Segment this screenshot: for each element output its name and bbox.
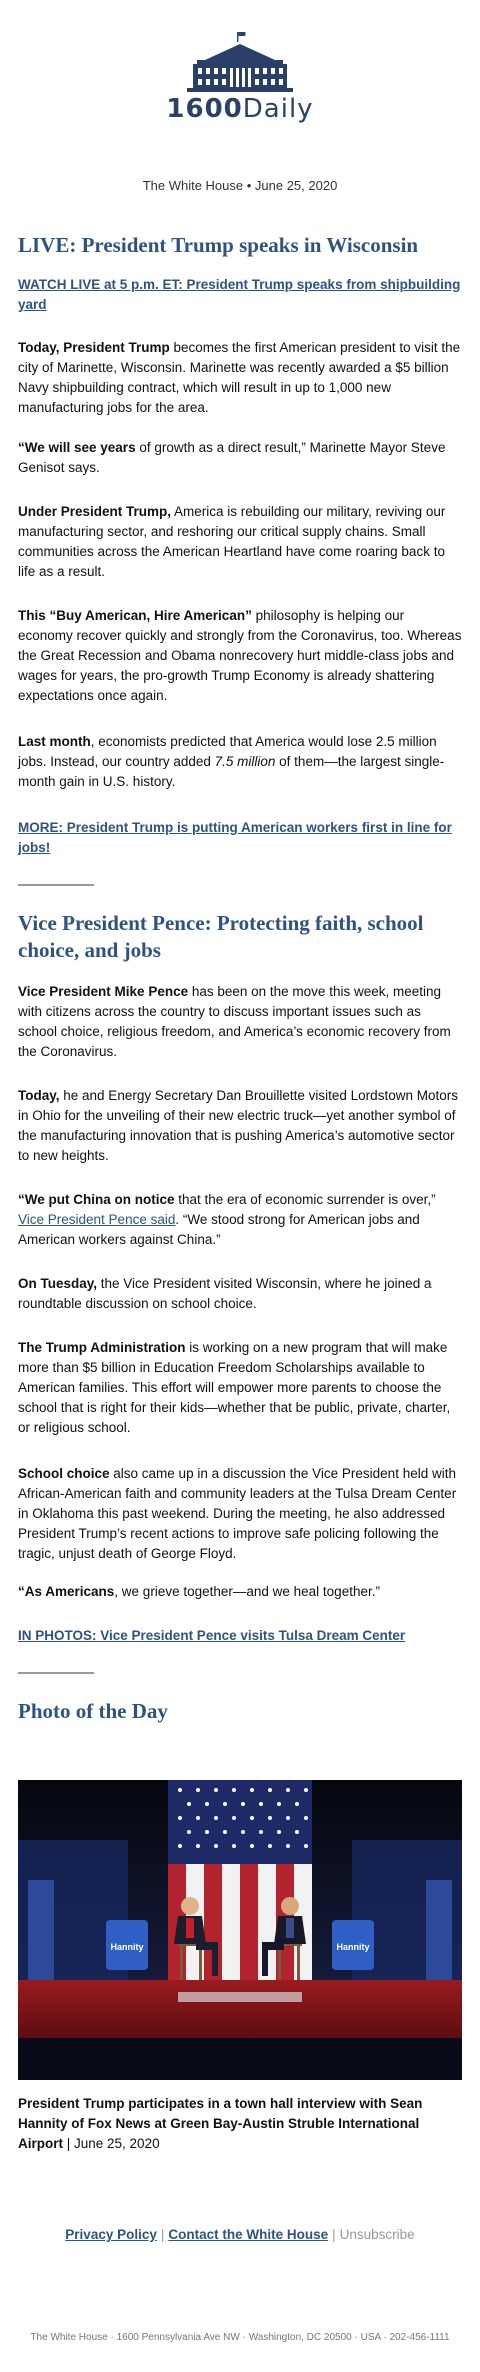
paragraph-lead: School choice [18,1466,110,1481]
paragraph-text: philosophy is helping our economy recover quickly and strongly from the Coronavirus, too. Whereas the Great Recession and Obama nonrecovery hurt middle-class jobs and wages for years, the pro-growth Trump Economy is already shattering expectations once again. [18,608,462,703]
footer-address: The White House · 1600 Pennsylvania Ave NW · Washington, DC 20500 · USA · 202-456-1111 [30,2332,450,2343]
pence-said-link[interactable]: Vice President Pence said [18,1212,176,1227]
photo-of-the-day [18,1780,462,2080]
unsubscribe-link[interactable]: Unsubscribe [339,2227,415,2242]
section-title-pence: Vice President Pence: Protecting faith, school choice, and jobs [18,911,424,962]
paragraph-text: America is rebuilding our military, reviving our manufacturing sector, and reshoring our critical supply chains. Small communities across the American Heartland have come roaring back to life as a result. [18,504,446,579]
section-title-photo: Photo of the Day [18,1699,168,1723]
caption-lead: President Trump participates in a town hall interview with Sean Hannity of Fox News at Green Bay-Austin Struble International Airport [18,2096,423,2151]
paragraph-buy-american [18,606,462,706]
section-divider [18,884,94,886]
more-jobs-link[interactable]: MORE: President Trump is putting American workers first in line for jobs! [18,820,452,855]
paragraph-text: , economists predicted that America would lose 2.5 million jobs. Instead, our country added [18,734,437,769]
paragraph-lordstown [18,1086,462,1166]
dateline: The White House • June 25, 2020 [142,178,338,193]
privacy-policy-link[interactable]: Privacy Policy [65,2227,157,2242]
contact-link[interactable]: Contact the White House [168,2227,329,2242]
paragraph-americans-quote [18,1582,462,1602]
logo-number: 1600 [166,94,243,124]
photos-paragraph [18,1626,462,1646]
paragraph-intro [18,338,462,418]
logo-wordmark [165,94,315,124]
paragraph-text: of them—the largest single-month gain in U.S. history. [18,754,445,789]
paragraph-lead: Under President Trump, [18,504,172,519]
paragraph-text: . “We stood strong for American jobs and American workers against China.” [18,1212,420,1247]
stage-sign-right: Hannity [336,1942,370,1952]
in-photos-link[interactable]: IN PHOTOS: Vice President Pence visits Tulsa Dream Center [18,1628,406,1643]
paragraph-lead: The Trump Administration [18,1340,186,1355]
paragraph-text: , we grieve together—and we heal together.” [114,1584,380,1599]
paragraph-text: he and Energy Secretary Dan Brouillette visited Lordstown Motors in Ohio for the unveiling of their new electric truck—yet another symbol of the manufacturing innovation that is pushing America’s automotive sector to new heights. [18,1088,458,1163]
town-hall-photo [18,1780,462,2080]
paragraph-rebuilding [18,502,462,582]
more-paragraph [18,818,462,858]
logo-word: Daily [242,94,314,124]
paragraph-scholarships [18,1338,462,1438]
watch-live-link[interactable]: WATCH LIVE at 5 p.m. ET: President Trump speaks from shipbuilding yard [18,277,461,312]
white-house-icon [165,30,315,92]
paragraph-emphasis: 7.5 million [214,754,276,769]
email-header [0,0,480,135]
paragraph-text: becomes the first American president to visit the city of Marinette, Wisconsin. Marinette was recently awarded a $5 billion Navy shipbuilding contract, which will result in up to 1,000 new manufacturing jobs for the area. [18,340,461,415]
caption-date: | June 25, 2020 [63,2136,160,2151]
paragraph-lead: “We put China on notice [18,1192,175,1207]
paragraph-mayor-quote [18,438,462,478]
paragraph-wisconsin [18,1274,462,1314]
section-title-live: LIVE: President Trump speaks in Wisconsin [18,233,419,257]
paragraph-text: has been on the move this week, meeting with citizens across the country to discuss important issues such as school choice, religious freedom, and America’s economic recovery from the Coronavirus. [18,984,451,1059]
paragraph-lead: This “Buy American, Hire American” [18,608,252,623]
paragraph-text: that the era of economic surrender is over,” [174,1192,436,1207]
section-divider [18,1672,94,1674]
footer-links [0,2227,480,2242]
paragraph-jobs-report [18,732,462,792]
paragraph-text: also came up in a discussion the Vice President held with African-American faith and community leaders at the Tulsa Dream Center in Oklahoma this past weekend. During the meeting, he also addressed President Trump’s recent actions to improve safe policing following the tragic, unjust death of George Floyd. [18,1466,457,1561]
paragraph-pence-intro [18,982,462,1062]
paragraph-lead: “We will see years [18,440,136,455]
paragraph-text: is working on a new program that will make more than $5 billion in Education Freedom Scholarships available to American families. This effort will empower more parents to choose the school that is right for their kids—whether that be public, private, charter, or religious school. [18,1340,451,1435]
paragraph-text: the Vice President visited Wisconsin, where he joined a roundtable discussion on school choice. [18,1276,432,1311]
paragraph-lead: Today, [18,1088,60,1103]
paragraph-lead: Vice President Mike Pence [18,984,189,999]
watch-live-paragraph [18,275,462,315]
paragraph-china-quote [18,1190,462,1250]
paragraph-lead: Today, President Trump [18,340,170,355]
paragraph-lead: “As Americans [18,1584,115,1599]
paragraph-text: of growth as a direct result,” Marinette Mayor Steve Genisot says. [18,440,446,475]
stage-sign-left: Hannity [110,1942,144,1952]
footer-separator: | [160,2227,165,2242]
paragraph-lead: On Tuesday, [18,1276,98,1291]
logo [165,30,315,124]
footer-separator: | [332,2227,336,2242]
paragraph-school-choice [18,1464,462,1564]
photo-caption [18,2094,462,2154]
paragraph-lead: Last month [18,734,91,749]
